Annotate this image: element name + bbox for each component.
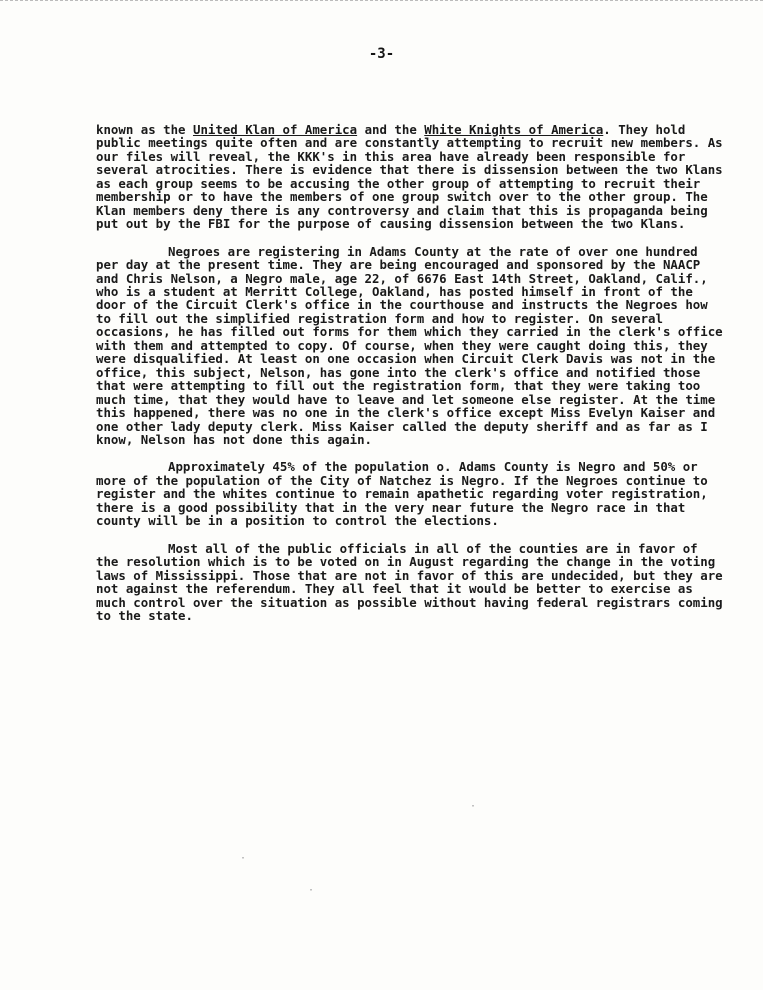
page-number: -3- — [368, 46, 395, 62]
scan-speck: · — [470, 801, 477, 812]
paragraph-klan-rest: . They hold public meetings quite often and are constantly attempting to recruit new members. As our files will reveal, the KKK's in this area have already been responsible for several atrocities. There is evidence that there is dissension between the two Klans as each group seems to be accusing the other group of attempting to recruit their membership or to have the members of one group switch over to the other group. The Klan members deny there is any controversy and claim that this is propaganda being put out by the FBI for the purpose of causing dissension between the two Klans. — [96, 122, 723, 232]
org-name-white-knights: White Knights of America — [424, 122, 604, 137]
scan-speck: · — [240, 853, 247, 864]
paragraph-public-officials: Most all of the public officials in all of the counties are in favor of the resolution which is to be voted on in August regarding the change in the voting laws of Mississippi. Those that are not in favor of this are undecided, but they are not against the referendum. They all feel that it would be better to exercise as much control over the situation as possible without having federal registrars coming to the state. — [96, 540, 723, 623]
paragraph-voter-registration: Negroes are registering in Adams County at the rate of over one hundred per day at the present time. They are being encouraged and sponsored by the NAACP and Chris Nelson, a Negro male, age 22, of 6676 East 14th Street, Oakland, Calif., who is a student at Merritt College, Oakland, has posted himself in front of the door of the Circuit Clerk's office in the courthouse and instructs the Negroes how to fill out the simplified registration form and how to register. On several occasions, he has filled out forms for them which they carried in the clerk's office with them and attempted to copy. Of course, when they were caught doing this, they were disqualified. At least on one occasion when Circuit Clerk Davis was not in the office, this subject, Nelson, has gone into the clerk's office and notified those that were attempting to fill out the registration form, that they were taking too much time, that they would have to leave and let someone else register. At the time this happened, there was no one in the clerk's office except Miss Evelyn Kaiser and one other lady deputy clerk. Miss Kaiser called the deputy sheriff and as far as I know, Nelson has not done this again. — [96, 243, 723, 447]
paragraph-klan-intro: known as the — [96, 122, 193, 137]
scan-speck: · — [308, 885, 315, 896]
paragraph-klan-middle: and the — [357, 122, 425, 137]
paragraph-klan-activity — [96, 123, 726, 231]
document-body — [96, 123, 726, 636]
org-name-united-klan: United Klan of America — [192, 122, 358, 137]
paragraph-population: Approximately 45% of the population o. Adams County is Negro and 50% or more of the population of the City of Natchez is Negro. If the Negroes continue to register and the whites continue to remain apathetic regarding voter registration, there is a good possibility that in the very near future the Negro race in that county will be in a position to control the elections. — [96, 459, 708, 529]
